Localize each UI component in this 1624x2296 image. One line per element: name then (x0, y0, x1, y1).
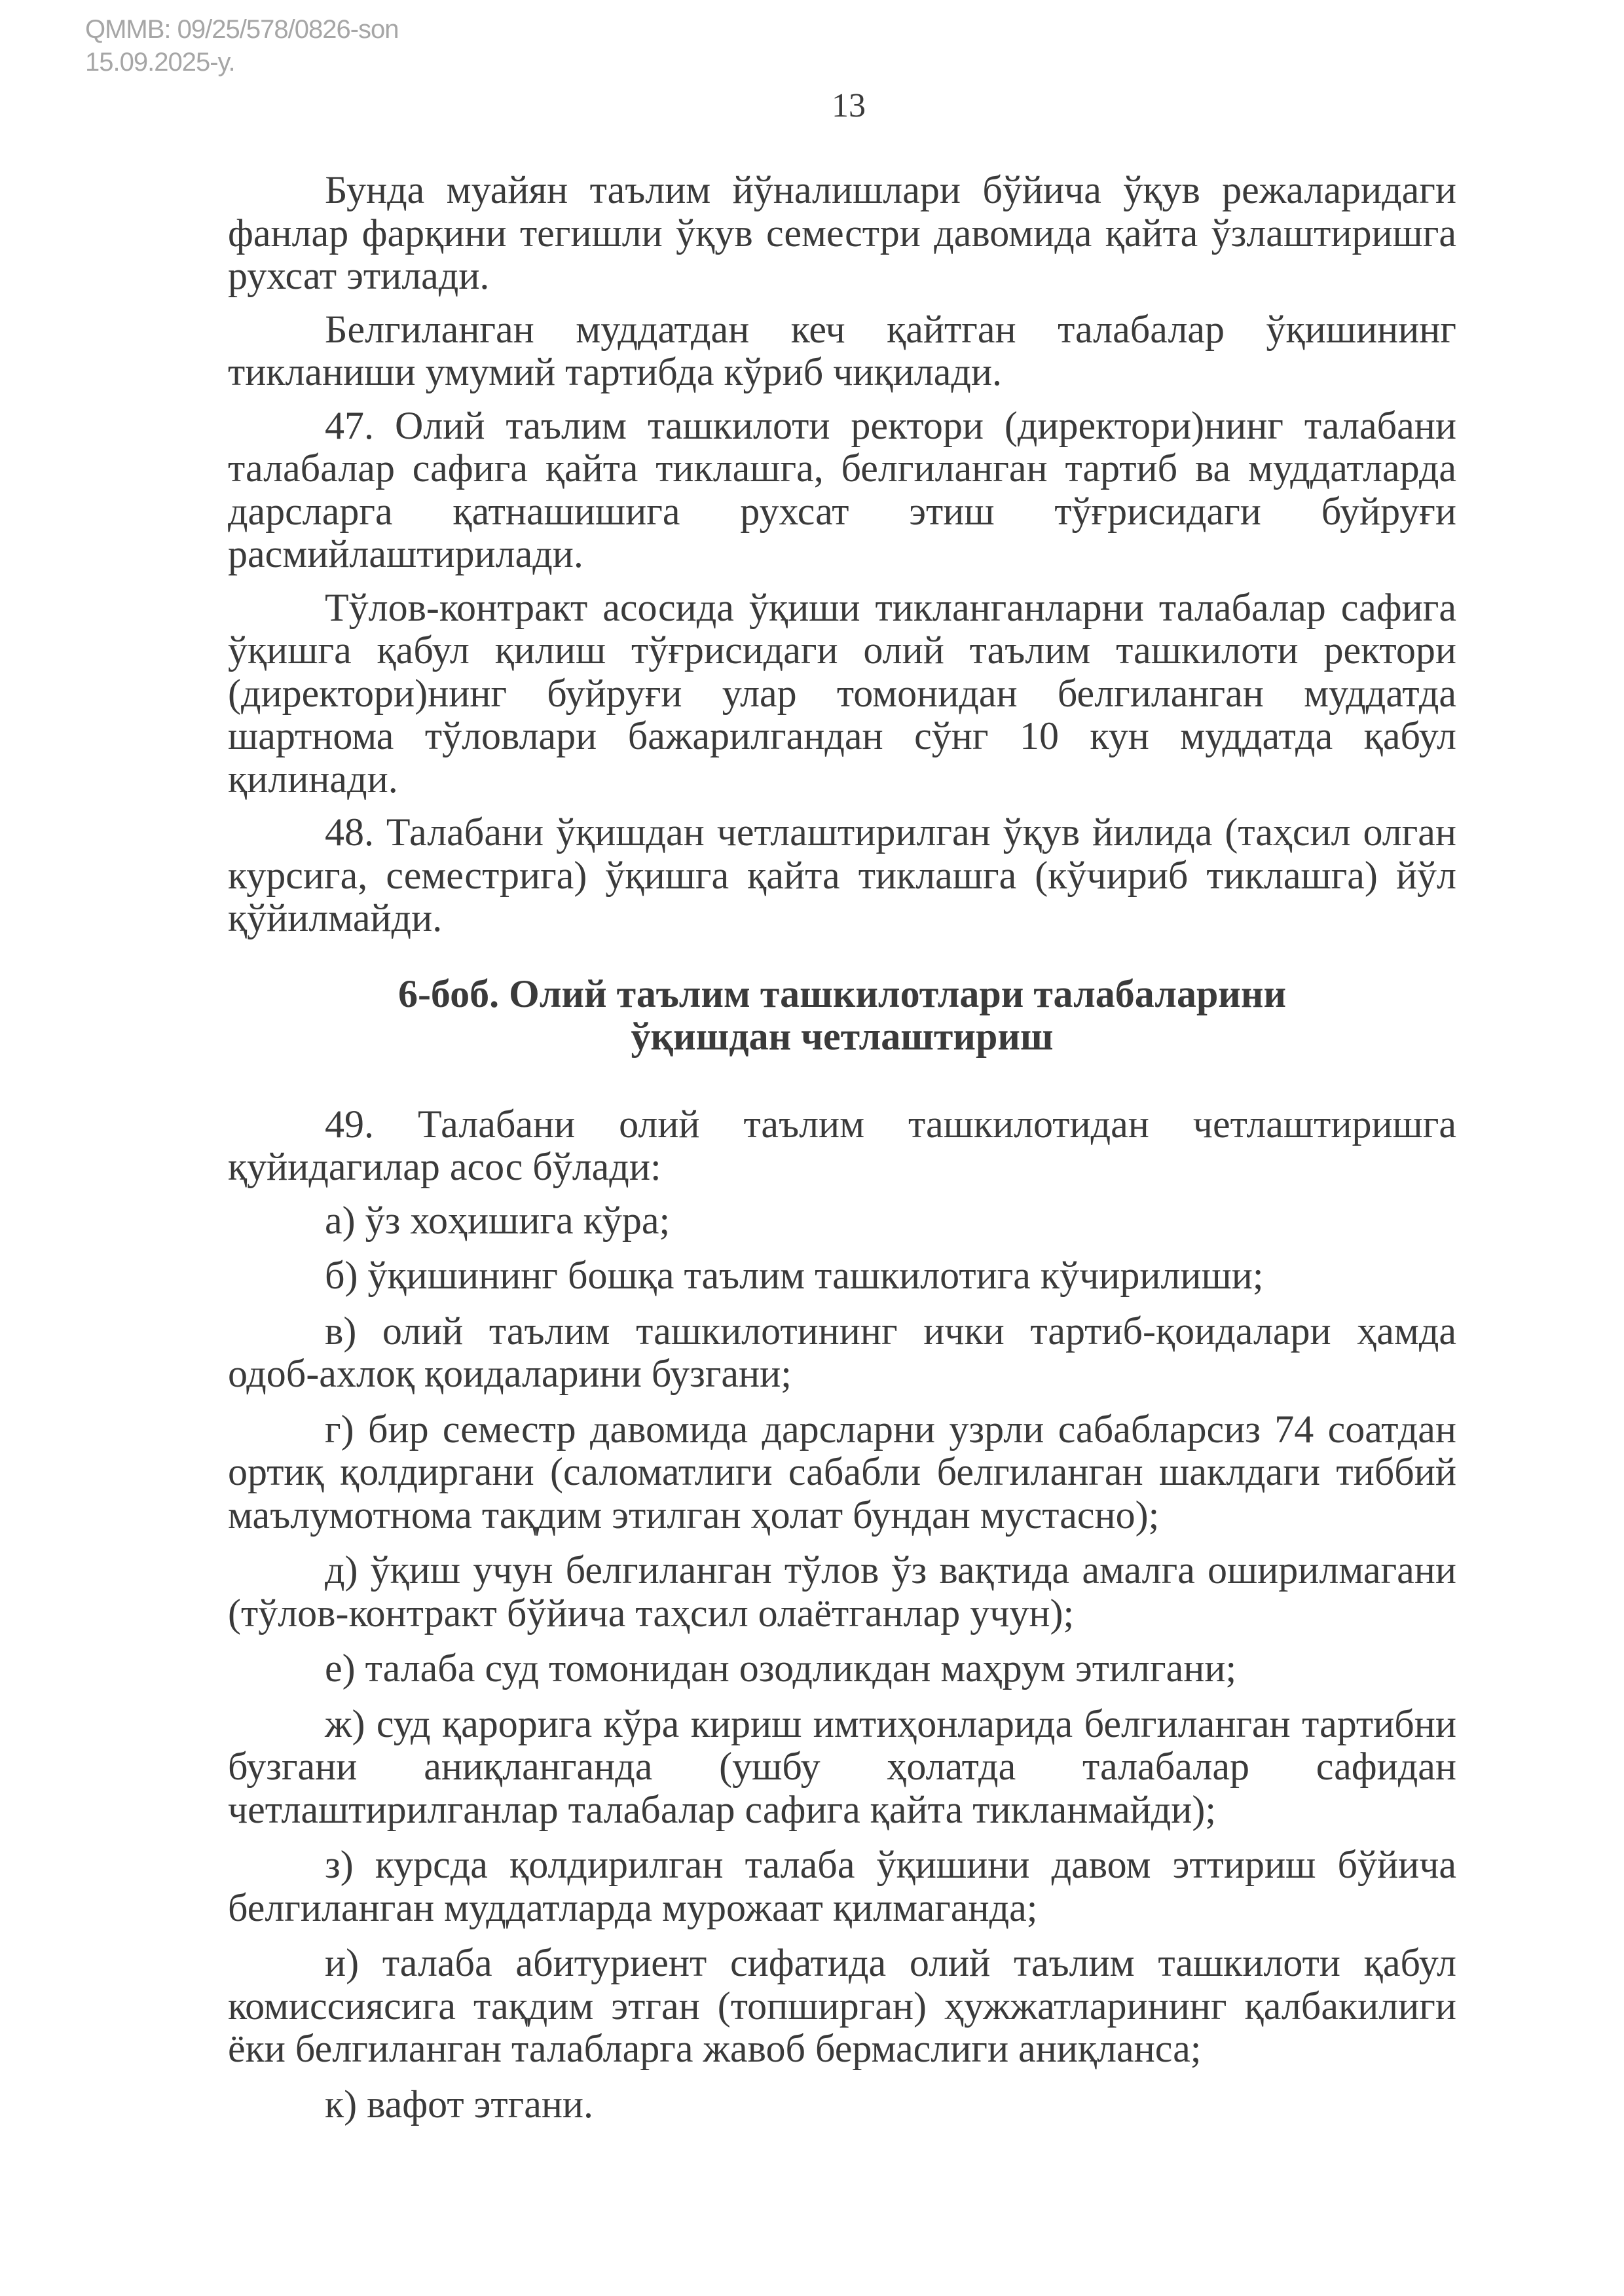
registration-stamp (85, 13, 399, 79)
chapter-heading (228, 973, 1456, 1059)
list-item: ж) суд қарорига кўра кириш имтиҳонларида белгиланган тартибни бузгани аниқланганда (ушбу ҳолатда талабалар сафидан четлаштирилганлар талабалар сафига қайта тикланмайди); (228, 1702, 1456, 1831)
list-item: в) олий таълим ташкилотининг ички тартиб-қоидалари ҳамда одоб-ахлоқ қоидаларини бузгани; (228, 1309, 1456, 1395)
paragraph-47: 47. Олий таълим ташкилоти ректори (директори)нинг талабани талабалар сафига қайта тиклашга, белгиланган тартиб ва муддатларда дарсларга қатнашишига рухсат этиш тўғрисидаги буйруғи расмийлаштирилади. (228, 403, 1456, 575)
list-item: б) ўқишининг бошқа таълим ташкилотига кўчирилиши; (325, 1254, 1264, 1297)
paragraph-text: Тўлов-контракт асосида ўқиши тикланганларни талабалар сафига ўқишга қабул қилиш тўғрисидаги олий таълим ташкилоти ректори (директори)нинг буйруғи улар томонидан белгиланган муддатда шартнома тўловлари бажарилгандан сўнг 10 кун муддатда қабул қилинади. (228, 585, 1456, 801)
list-item: к) вафот этгани. (325, 2082, 594, 2126)
list-item: д) ўқиш учун белгиланган тўлов ўз вақтида амалга оширилмагани (тўлов-контракт бўйича таҳсил олаётганлар учун); (228, 1548, 1456, 1635)
registration-date: 15.09.2025-y. (85, 48, 235, 77)
list-item: г) бир семестр давомида дарсларни узрли сабабларсиз 74 соатдан ортиқ қолдиргани (саломатлиги сабабли белгиланган шаклдаги тиббий маълумотнома тақдим этилган ҳолат бундан мустасно); (228, 1407, 1456, 1537)
grounds-list (228, 1199, 1456, 2126)
list-item: и) талаба абитуриент сифатида олий таълим ташкилоти қабул комиссиясига тақдим этган (топширган) ҳужжатларининг қалбакилиги ёки белгиланган талабларга жавоб бермаслиги аниқланса; (228, 1941, 1456, 2070)
paragraph-text: Белгиланган муддатдан кеч қайтган талабалар ўқишининг тикланиши умумий тартибда кўриб чиқилади. (228, 307, 1456, 393)
list-item: а) ўз хоҳишига кўра; (325, 1198, 671, 1242)
document-body (228, 169, 1456, 2138)
list-item: е) талаба суд томонидан озодликдан маҳрум этилгани; (325, 1647, 1237, 1690)
paragraph-text: Бунда муайян таълим йўналишлари бўйича ўқув режаларидаги фанлар фарқини тегишли ўқув семестри давомида қайта ўзлаштиришга рухсат этилади. (228, 168, 1456, 297)
paragraph-49: 49. Талабани олий таълим ташкилотидан четлаштиришга қуйидагилар асос бўлади: (228, 1102, 1456, 1188)
list-item: з) курсда қолдирилган талаба ўқишини давом эттириш бўйича белгиланган муддатларда мурожаат қилмаганда; (228, 1843, 1456, 1929)
chapter-heading-line: ўқишдан четлаштириш (631, 1015, 1054, 1058)
paragraph-48: 48. Талабани ўқишдан четлаштирилган ўқув йилида (таҳсил олган курсига, семестрига) ўқишга қайта тиклашга (кўчириб тиклашга) йўл қўйилмайди. (228, 811, 1456, 939)
chapter-heading-line: 6-боб. Олий таълим ташкилотлари талабаларини (397, 972, 1287, 1015)
registration-number: QMMB: 09/25/578/0826-son (85, 15, 399, 44)
page-number: 13 (832, 87, 866, 124)
